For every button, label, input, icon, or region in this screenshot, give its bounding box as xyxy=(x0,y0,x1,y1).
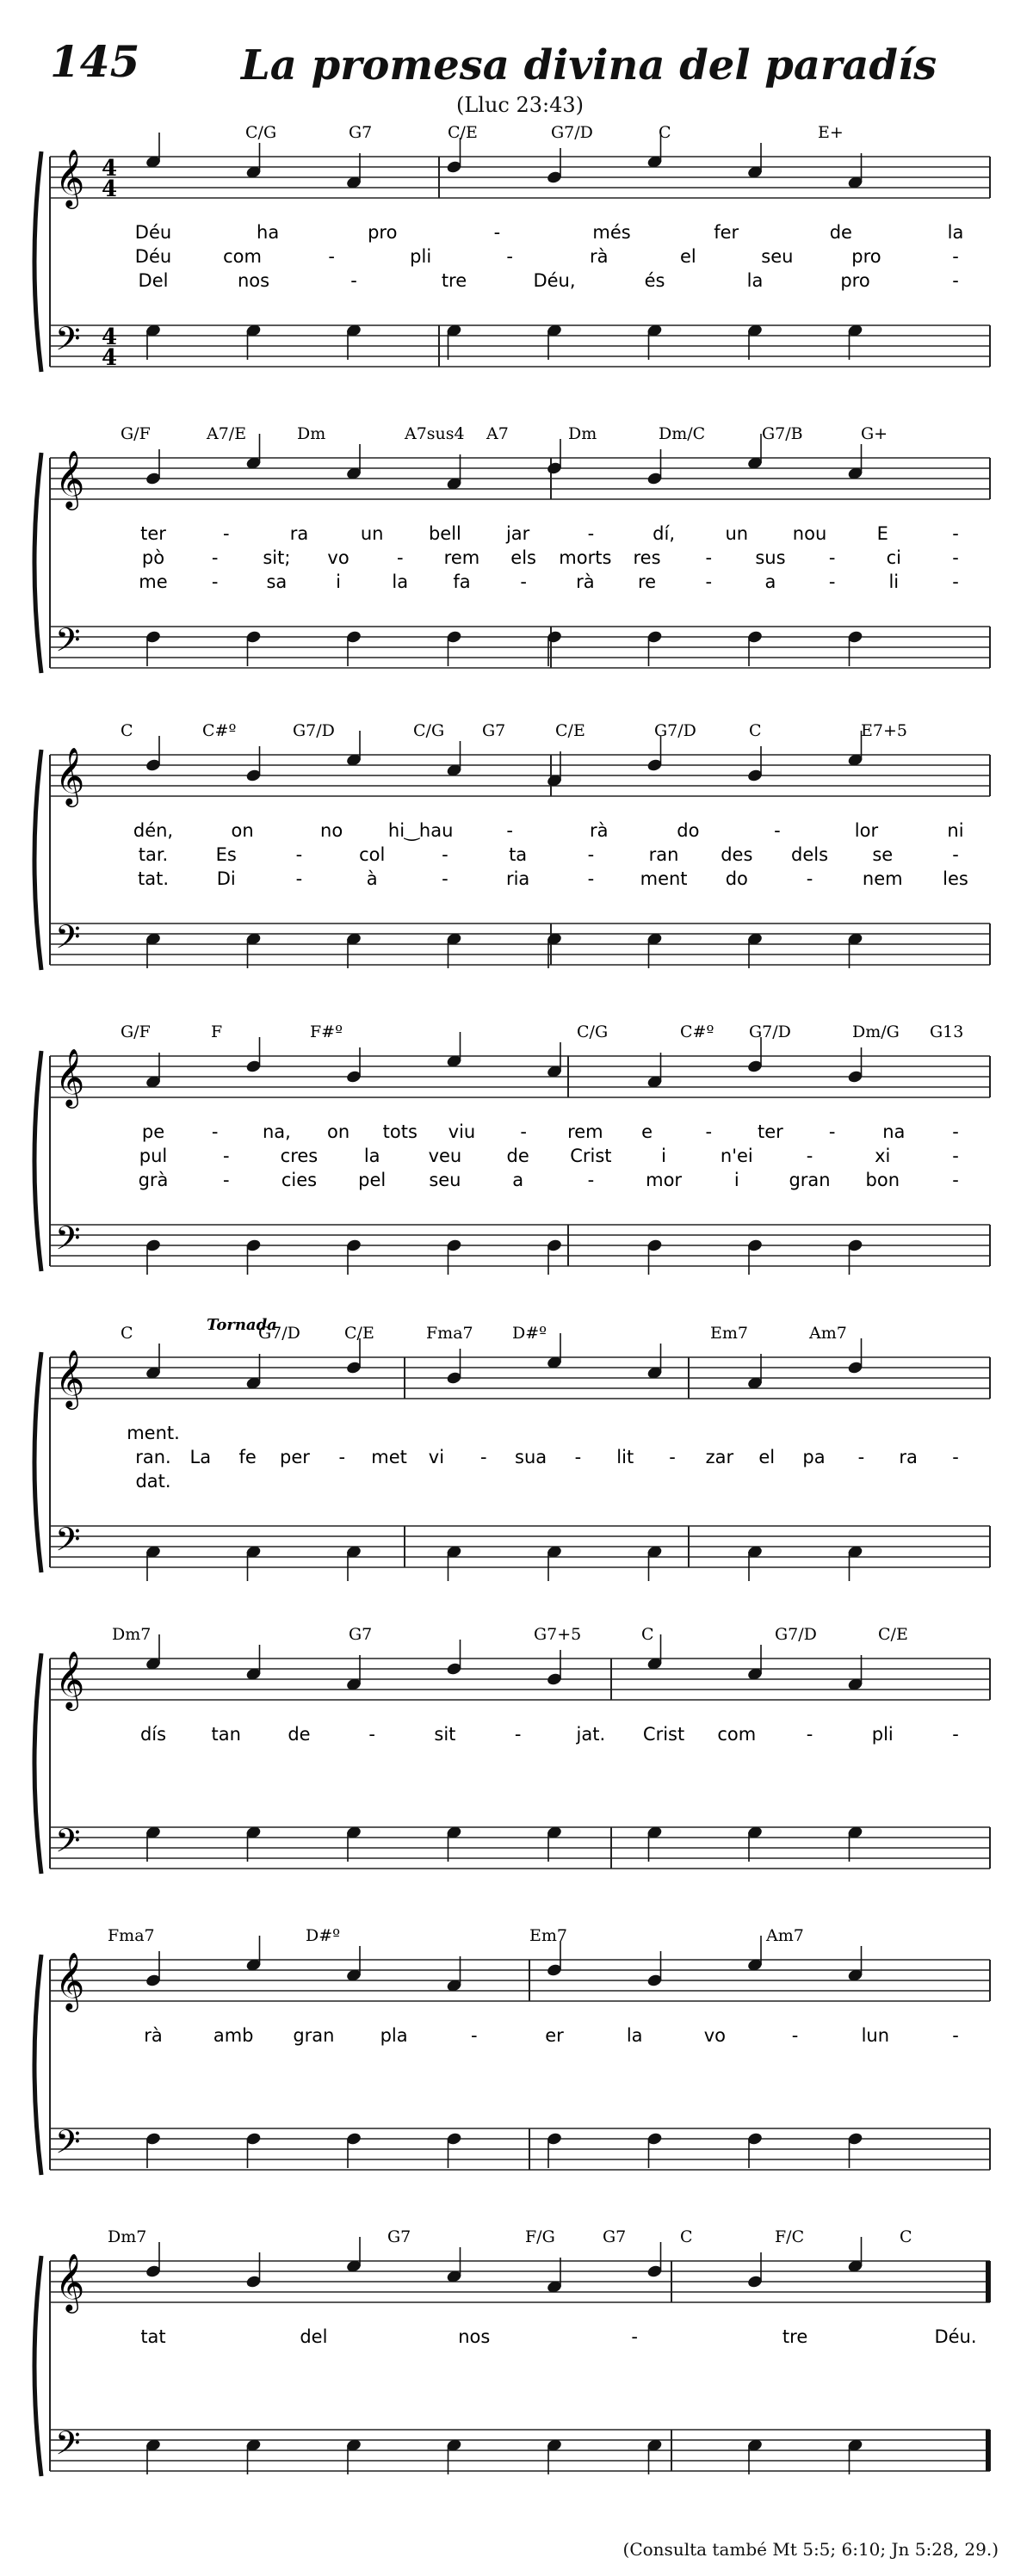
lyric-syllable: - xyxy=(952,1121,959,1142)
lyric-syllable: cies xyxy=(281,1170,318,1190)
lyric-syllable: - xyxy=(857,1447,865,1467)
lyric-syllable: i xyxy=(733,1170,739,1190)
lyric-syllable: lun xyxy=(861,2025,890,2046)
lyric-syllable: Déu xyxy=(134,222,172,243)
chord-symbol: G7 xyxy=(349,123,373,142)
lyric-syllable: el xyxy=(758,1447,776,1467)
lyric-syllable: se xyxy=(872,844,894,865)
lyric-syllable: rà xyxy=(576,571,595,592)
chord-symbol: G/F xyxy=(121,1022,151,1041)
system-7 xyxy=(34,1926,990,2175)
chord-symbol: F#º xyxy=(310,1022,343,1041)
lyric-syllable: com xyxy=(717,1724,757,1745)
lyric-syllable: - xyxy=(211,571,219,592)
lyric-syllable: sua xyxy=(515,1447,547,1467)
lyric-syllable: sus xyxy=(755,547,786,568)
lyric-syllable: un xyxy=(725,523,749,544)
lyric-syllable: pro xyxy=(851,246,881,267)
chord-symbol: G7 xyxy=(482,721,506,740)
bass-clef: 𝄢 xyxy=(55,2122,81,2169)
final-barline xyxy=(986,2430,990,2471)
lyric-syllable: - xyxy=(222,1170,230,1190)
lyric-syllable: on xyxy=(231,820,254,841)
lyric-syllable: Es xyxy=(215,844,237,865)
bass-clef: 𝄢 xyxy=(55,319,81,366)
chord-symbol: A7/E xyxy=(207,424,247,443)
chord-symbol: Dm7 xyxy=(108,2227,147,2246)
lyric-syllable: sit; xyxy=(263,547,291,568)
lyric-syllable: fer xyxy=(714,222,739,243)
chord-symbol: C xyxy=(900,2227,912,2246)
lyric-syllable: del xyxy=(300,2326,328,2347)
treble-clef: 𝄞 xyxy=(55,746,85,805)
lyric-syllable: - xyxy=(506,820,514,841)
lyric-syllable: és xyxy=(644,270,665,291)
chord-symbol: Dm xyxy=(297,424,326,443)
lyric-syllable: mor xyxy=(646,1170,683,1190)
lyric-syllable: - xyxy=(396,547,404,568)
lyric-syllable: de xyxy=(288,1724,311,1745)
lyric-syllable: - xyxy=(520,571,527,592)
lyric-syllable: la xyxy=(947,222,964,243)
lyric-syllable: a xyxy=(764,571,776,592)
chord-symbol: Am7 xyxy=(809,1324,847,1343)
lyric-syllable: dat. xyxy=(135,1471,171,1492)
system-brace xyxy=(34,1955,41,2175)
lyric-syllable: les xyxy=(943,868,968,889)
lyric-syllable: rem xyxy=(567,1121,603,1142)
lyric-syllable: ment xyxy=(640,868,688,889)
lyric-syllable: pro xyxy=(840,270,870,291)
lyric-syllable: - xyxy=(211,1121,219,1142)
bass-clef: 𝄢 xyxy=(55,2424,81,2470)
system-brace xyxy=(34,1352,41,1572)
lyric-syllable: i xyxy=(336,571,341,592)
lyric-syllable: viu xyxy=(448,1121,476,1142)
lyric-syllable: er xyxy=(545,2025,564,2046)
lyric-syllable: - xyxy=(368,1724,375,1745)
lyric-syllable: do xyxy=(677,820,700,841)
lyric-syllable: tar. xyxy=(138,844,169,865)
lyric-syllable: - xyxy=(520,1121,527,1142)
lyric-syllable: fe xyxy=(238,1447,257,1467)
lyric-syllable: - xyxy=(506,246,514,267)
lyric-syllable: Di xyxy=(216,868,236,889)
chord-symbol: G13 xyxy=(930,1022,964,1041)
lyric-syllable: xi xyxy=(875,1146,891,1166)
lyric-syllable: ran. xyxy=(135,1447,171,1467)
chord-symbol: C#º xyxy=(680,1022,714,1041)
lyric-syllable: ra xyxy=(289,523,309,544)
lyric-syllable: E xyxy=(876,523,888,544)
time-signature: 4 xyxy=(102,156,118,182)
lyric-syllable: sit xyxy=(434,1724,456,1745)
lyric-syllable: no xyxy=(320,820,343,841)
lyric-syllable: - xyxy=(442,844,448,865)
lyric-syllable: i xyxy=(661,1146,667,1166)
chord-symbol: Dm/G xyxy=(852,1022,900,1041)
lyric-syllable: - xyxy=(952,1724,959,1745)
chord-symbol: C/E xyxy=(555,721,585,740)
time-signature: 4 xyxy=(102,176,118,202)
chord-symbol: F/G xyxy=(525,2227,555,2246)
lyric-syllable: - xyxy=(952,270,959,291)
chord-symbol: G/F xyxy=(121,424,151,443)
chord-symbol: G7 xyxy=(387,2227,411,2246)
lyric-syllable: a xyxy=(512,1170,524,1190)
lyric-syllable: Déu. xyxy=(934,2326,977,2347)
lyric-syllable: ci xyxy=(886,547,902,568)
system-2 xyxy=(34,424,990,673)
lyric-syllable: Del xyxy=(138,270,169,291)
chord-symbol: C xyxy=(641,1625,654,1644)
lyric-syllable: - xyxy=(222,523,230,544)
lyric-syllable: - xyxy=(442,868,448,889)
lyric-syllable: - xyxy=(295,844,303,865)
lyric-syllable: - xyxy=(587,1170,595,1190)
lyric-syllable: - xyxy=(295,868,303,889)
lyric-syllable: - xyxy=(952,1146,959,1166)
system-8 xyxy=(34,2227,990,2476)
lyric-syllable: rem xyxy=(443,547,480,568)
lyric-syllable: ha xyxy=(257,222,280,243)
lyric-syllable: dels xyxy=(791,844,829,865)
lyric-syllable: - xyxy=(952,1447,959,1467)
lyric-syllable: la xyxy=(363,1146,380,1166)
lyric-syllable: nos xyxy=(458,2326,491,2347)
lyric-syllable: nem xyxy=(862,868,903,889)
chord-symbol: C/G xyxy=(413,721,445,740)
lyric-syllable: - xyxy=(952,523,959,544)
lyric-syllable: com xyxy=(223,246,262,267)
lyric-syllable: re xyxy=(637,571,657,592)
system-1 xyxy=(34,123,990,372)
system-3 xyxy=(34,721,990,970)
system-brace xyxy=(34,453,41,673)
lyric-syllable: la xyxy=(626,2025,643,2046)
treble-clef: 𝄞 xyxy=(55,1047,85,1106)
lyric-syllable: nos xyxy=(237,270,270,291)
lyric-syllable: seu xyxy=(761,246,794,267)
chord-symbol: Dm/C xyxy=(659,424,706,443)
lyric-syllable: Crist xyxy=(642,1724,685,1745)
lyric-syllable: met xyxy=(371,1447,407,1467)
lyric-syllable: li xyxy=(888,571,900,592)
lyric-syllable: - xyxy=(828,1121,836,1142)
lyric-syllable: més xyxy=(592,222,631,243)
lyric-syllable: ta xyxy=(509,844,528,865)
chord-symbol: G7+5 xyxy=(534,1625,582,1644)
treble-clef: 𝄞 xyxy=(55,148,85,207)
lyric-syllable: e xyxy=(641,1121,653,1142)
lyric-syllable: - xyxy=(587,844,595,865)
lyric-syllable: à xyxy=(366,868,378,889)
lyric-syllable: hi‿hau xyxy=(387,820,454,841)
system-4 xyxy=(34,1022,990,1275)
chord-symbol: Dm7 xyxy=(112,1625,152,1644)
lyric-syllable: pli xyxy=(410,246,432,267)
lyric-syllable: na xyxy=(882,1121,906,1142)
lyric-syllable: pe xyxy=(141,1121,165,1142)
lyric-syllable: - xyxy=(952,844,959,865)
lyric-syllable: tots xyxy=(382,1121,418,1142)
chord-symbol: G7/D xyxy=(258,1324,300,1343)
lyric-syllable: - xyxy=(705,1121,713,1142)
lyric-syllable: fa xyxy=(453,571,471,592)
lyric-syllable: ment. xyxy=(127,1423,180,1443)
hymn-number: 145 xyxy=(50,36,140,87)
lyric-syllable: - xyxy=(350,270,357,291)
lyric-syllable: - xyxy=(952,571,959,592)
lyric-syllable: lit xyxy=(616,1447,634,1467)
lyric-syllable: La xyxy=(189,1447,212,1467)
lyric-syllable: rà xyxy=(144,2025,163,2046)
lyric-syllable: - xyxy=(806,1146,813,1166)
lyric-syllable: on xyxy=(326,1121,350,1142)
lyric-syllable: per xyxy=(280,1447,310,1467)
lyric-syllable: - xyxy=(828,547,836,568)
time-signature: 4 xyxy=(102,345,118,371)
lyric-syllable: - xyxy=(211,547,219,568)
lyric-syllable: tat xyxy=(140,2326,166,2347)
lyric-syllable: - xyxy=(952,2025,959,2046)
lyric-syllable: - xyxy=(705,571,713,592)
bass-clef: 𝄢 xyxy=(55,1520,81,1566)
lyric-syllable: tre xyxy=(782,2326,808,2347)
chord-symbol: Am7 xyxy=(766,1926,804,1945)
treble-clef: 𝄞 xyxy=(55,1349,85,1407)
lyric-syllable: pro xyxy=(368,222,398,243)
lyric-syllable: la xyxy=(392,571,409,592)
lyric-syllable: de xyxy=(506,1146,529,1166)
bass-clef: 𝄢 xyxy=(55,1821,81,1868)
lyric-syllable: vi xyxy=(428,1447,445,1467)
lyric-syllable: la xyxy=(746,270,764,291)
chord-symbol: G7/D xyxy=(749,1022,791,1041)
lyric-syllable: - xyxy=(669,1447,676,1467)
chord-symbol: G7/D xyxy=(775,1625,817,1644)
lyric-syllable: - xyxy=(587,523,595,544)
lyric-syllable: pa xyxy=(802,1447,826,1467)
treble-clef: 𝄞 xyxy=(55,2252,85,2311)
lyric-syllable: gran xyxy=(293,2025,335,2046)
lyric-syllable: tan xyxy=(211,1724,241,1745)
lyric-syllable: - xyxy=(493,222,501,243)
lyric-syllable: sa xyxy=(266,571,288,592)
lyric-syllable: - xyxy=(574,1447,582,1467)
chord-symbol: Em7 xyxy=(710,1324,748,1343)
lyric-syllable: jar xyxy=(505,523,530,544)
lyric-syllable: Déu, xyxy=(533,270,576,291)
treble-clef: 𝄞 xyxy=(55,449,85,508)
lyric-syllable: - xyxy=(514,1724,522,1745)
treble-clef: 𝄞 xyxy=(55,1951,85,2010)
lyric-syllable: - xyxy=(587,868,595,889)
lyric-syllable: rà xyxy=(590,246,609,267)
chord-symbol: A7 xyxy=(486,424,509,443)
chord-symbol: C#º xyxy=(202,721,237,740)
chord-symbol: G7 xyxy=(603,2227,627,2246)
lyric-syllable: amb xyxy=(213,2025,254,2046)
lyric-syllable: Déu xyxy=(134,246,172,267)
system-brace xyxy=(34,1051,41,1271)
chord-symbol: G7/D xyxy=(293,721,335,740)
lyric-syllable: cres xyxy=(280,1146,319,1166)
system-brace xyxy=(34,750,41,970)
hymn-reference: (Lluc 23:43) xyxy=(456,93,585,117)
chord-symbol: C xyxy=(749,721,762,740)
lyric-syllable: el xyxy=(679,246,696,267)
chord-symbol: C/G xyxy=(245,123,277,142)
lyric-syllable: vo xyxy=(327,547,349,568)
lyric-syllable: - xyxy=(952,246,959,267)
lyric-syllable: dí, xyxy=(653,523,676,544)
lyric-syllable: pla xyxy=(380,2025,408,2046)
chord-symbol: C/E xyxy=(878,1625,908,1644)
lyric-syllable: nou xyxy=(792,523,827,544)
system-5 xyxy=(34,1316,990,1581)
chord-symbol: G7/D xyxy=(551,123,593,142)
lyric-syllable: morts xyxy=(559,547,612,568)
lyric-syllable: ni xyxy=(947,820,964,841)
lyric-syllable: ra xyxy=(899,1447,918,1467)
lyric-syllable: des xyxy=(721,844,753,865)
lyric-syllable: dís xyxy=(139,1724,167,1745)
treble-clef: 𝄞 xyxy=(55,1650,85,1708)
lyric-syllable: de xyxy=(829,222,852,243)
lyric-syllable: zar xyxy=(705,1447,734,1467)
lyric-syllable: - xyxy=(774,820,781,841)
lyric-syllable: els xyxy=(510,547,537,568)
lyric-syllable: res xyxy=(633,547,661,568)
hymn-title: La promesa divina del paradís xyxy=(241,41,937,90)
system-6 xyxy=(34,1625,990,1874)
chord-symbol: A7sus4 xyxy=(405,424,465,443)
lyric-syllable: me xyxy=(139,571,168,592)
tornada-label: Tornada xyxy=(207,1316,277,1334)
lyric-syllable: rà xyxy=(590,820,609,841)
lyric-syllable: - xyxy=(222,1146,230,1166)
lyric-syllable: col xyxy=(359,844,386,865)
lyric-syllable: - xyxy=(338,1447,346,1467)
lyric-syllable: Crist xyxy=(570,1146,612,1166)
lyric-syllable: - xyxy=(328,246,335,267)
lyric-syllable: jat. xyxy=(576,1724,606,1745)
lyric-syllable: seu xyxy=(429,1170,461,1190)
lyric-syllable: - xyxy=(806,1724,813,1745)
lyric-syllable: - xyxy=(828,571,836,592)
lyric-syllable: pò xyxy=(141,547,165,568)
chord-symbol: D#º xyxy=(306,1926,341,1945)
final-barline xyxy=(986,2261,990,2302)
chord-symbol: Fma7 xyxy=(108,1926,155,1945)
lyric-syllable: - xyxy=(471,2025,478,2046)
chord-symbol: G7/B xyxy=(762,424,803,443)
chord-symbol: F/C xyxy=(775,2227,805,2246)
lyric-syllable: - xyxy=(791,2025,799,2046)
bass-clef: 𝄢 xyxy=(55,1219,81,1265)
lyric-syllable: pli xyxy=(871,1724,894,1745)
lyric-syllable: ria xyxy=(505,868,530,889)
lyric-syllable: pel xyxy=(358,1170,387,1190)
system-brace xyxy=(34,151,41,372)
lyric-syllable: - xyxy=(705,547,713,568)
lyric-syllable: na, xyxy=(262,1121,291,1142)
lyric-syllable: bell xyxy=(428,523,461,544)
lyric-syllable: grà xyxy=(138,1170,169,1190)
lyric-syllable: un xyxy=(360,523,384,544)
lyric-syllable: do xyxy=(725,868,748,889)
lyric-syllable: - xyxy=(631,2326,638,2347)
lyric-syllable: - xyxy=(952,1170,959,1190)
footer-reference: (Consulta també Mt 5:5; 6:10; Jn 5:28, 29.) xyxy=(622,2539,999,2560)
lyric-syllable: - xyxy=(806,868,813,889)
lyric-syllable: vo xyxy=(703,2025,727,2046)
lyric-syllable: ter xyxy=(758,1121,783,1142)
chord-symbol: C xyxy=(680,2227,693,2246)
chord-symbol: D#º xyxy=(512,1324,547,1343)
lyric-syllable: veu xyxy=(428,1146,462,1166)
lyric-syllable: ter xyxy=(140,523,166,544)
chord-symbol: Fma7 xyxy=(426,1324,473,1343)
chord-symbol: C xyxy=(121,721,133,740)
chord-symbol: C/G xyxy=(577,1022,609,1041)
lyric-syllable: tat. xyxy=(137,868,170,889)
chord-symbol: F xyxy=(211,1022,223,1041)
system-brace xyxy=(34,2256,41,2476)
time-signature: 4 xyxy=(102,324,118,350)
chord-symbol: G7/D xyxy=(654,721,696,740)
chord-symbol: G+ xyxy=(861,424,888,443)
bass-clef: 𝄢 xyxy=(55,917,81,964)
chord-symbol: C xyxy=(121,1324,133,1343)
lyric-syllable: n'ei xyxy=(720,1146,753,1166)
lyric-syllable: ran xyxy=(648,844,679,865)
chord-symbol: C/E xyxy=(448,123,478,142)
chord-symbol: Em7 xyxy=(529,1926,567,1945)
lyric-syllable: - xyxy=(479,1447,487,1467)
lyric-syllable: pul xyxy=(139,1146,168,1166)
system-brace xyxy=(34,1653,41,1874)
lyric-syllable: - xyxy=(952,547,959,568)
chord-symbol: G7 xyxy=(349,1625,373,1644)
chord-symbol: Dm xyxy=(568,424,597,443)
chord-symbol: C/E xyxy=(344,1324,374,1343)
lyric-syllable: tre xyxy=(441,270,467,291)
lyric-syllable: bon xyxy=(865,1170,900,1190)
bass-clef: 𝄢 xyxy=(55,621,81,667)
lyric-syllable: dén, xyxy=(133,820,174,841)
chord-symbol: C xyxy=(659,123,671,142)
lyric-syllable: lor xyxy=(854,820,879,841)
chord-symbol: E7+5 xyxy=(861,721,907,740)
lyric-syllable: gran xyxy=(789,1170,831,1190)
chord-symbol: E+ xyxy=(818,123,844,142)
